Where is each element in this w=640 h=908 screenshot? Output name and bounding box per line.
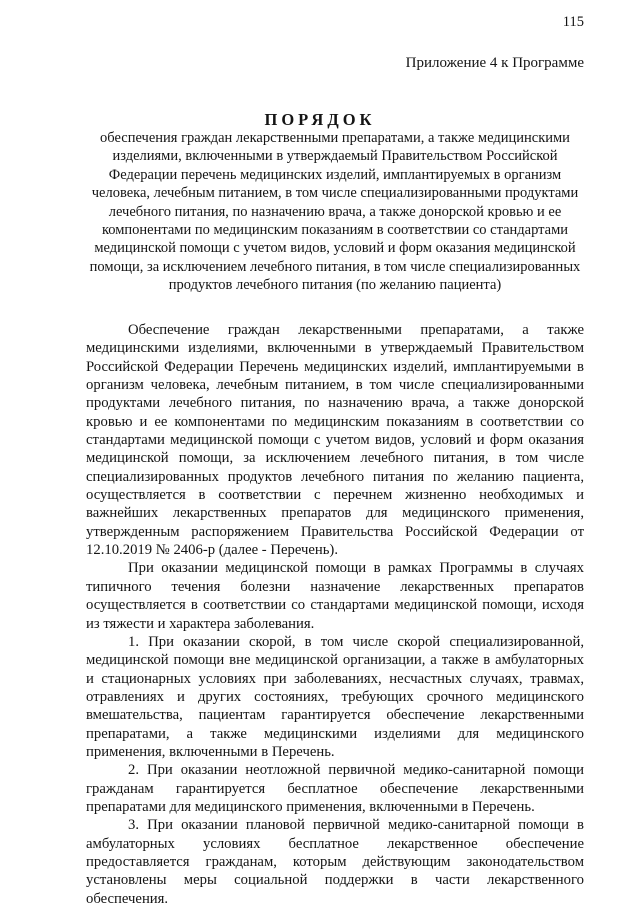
page-number: 115 [562, 14, 584, 30]
paragraph-item-1: 1. При оказании скорой, в том числе скорой специализированной, медицинской помощи вне медицинской организации, а также в амбулаторных и стационарных условиях при заболеваниях, несчастных случаях, травмах, отравлениях и других состояниях, требующих срочного медицинского вмешательства, пациентам гарантируется обеспечение лекарственными препаратами, а также медицинскими изделиями для медицинского применения, включенными в Перечень. [86, 633, 584, 760]
document-title: ПОРЯДОК [264, 110, 376, 129]
document-subtitle: обеспечения граждан лекарственными препаратами, а также медицинскими изделиями, включенными в утверждаемый Правительством Российской Федерации перечень медицинских изделий, имплантируемых в организм человека, лечебным питанием, в том числе специализированными продуктами лечебного питания, по назначению врача, а также донорской кровью и ее компонентами по медицинским показаниям в соответствии со стандартами медицинской помощи с учетом видов, условий и форм оказания медицинской помощи, за исключением лечебного питания, в том числе специализированных продуктов лечебного питания (по желанию пациента) [89, 130, 581, 294]
document-body [86, 321, 584, 908]
paragraph-item-2: 2. При оказании неотложной первичной медико-санитарной помощи гражданам гарантируется бесплатное обеспечение лекарственными препаратами для медицинского применения, включенными в Перечень. [86, 762, 584, 815]
paragraph-item-3: 3. При оказании плановой первичной медико-санитарной помощи в амбулаторных условиях бесплатное лекарственное обеспечение предоставляется гражданам, которым действующим законодательством установлены меры социальной поддержки в части лекарственного обеспечения. [86, 817, 584, 907]
paragraph-standards: При оказании медицинской помощи в рамках Программы в случаях типичного течения болезни назначение лекарственных препаратов осуществляется в соответствии со стандартами медицинской помощи, исходя из тяжести и характера заболевания. [86, 560, 584, 632]
appendix-caption: Приложение 4 к Программе [405, 55, 584, 71]
paragraph-intro: Обеспечение граждан лекарственными препаратами, а также медицинскими изделиями, включенными в утверждаемый Правительством Российской Федерации Перечень медицинских изделий, имплантируемыми в организм человека, лечебным питанием, в том числе специализированными продуктами лечебного питания, по назначению врача, а также донорской кровью и ее компонентами по медицинским показаниям в соответствии со стандартами медицинской помощи с учетом видов, условий и форм оказания медицинской помощи, за исключением лечебного питания, в том числе специализированных продуктов лечебного питания по желанию пациента, осуществляется в соответствии с перечнем жизненно необходимых и важнейших лекарственных препаратов для медицинского применения, утвержденным распоряжением Правительства Российской Федерации от 12.10.2019 № 2406-р (далее - Перечень). [86, 322, 584, 559]
